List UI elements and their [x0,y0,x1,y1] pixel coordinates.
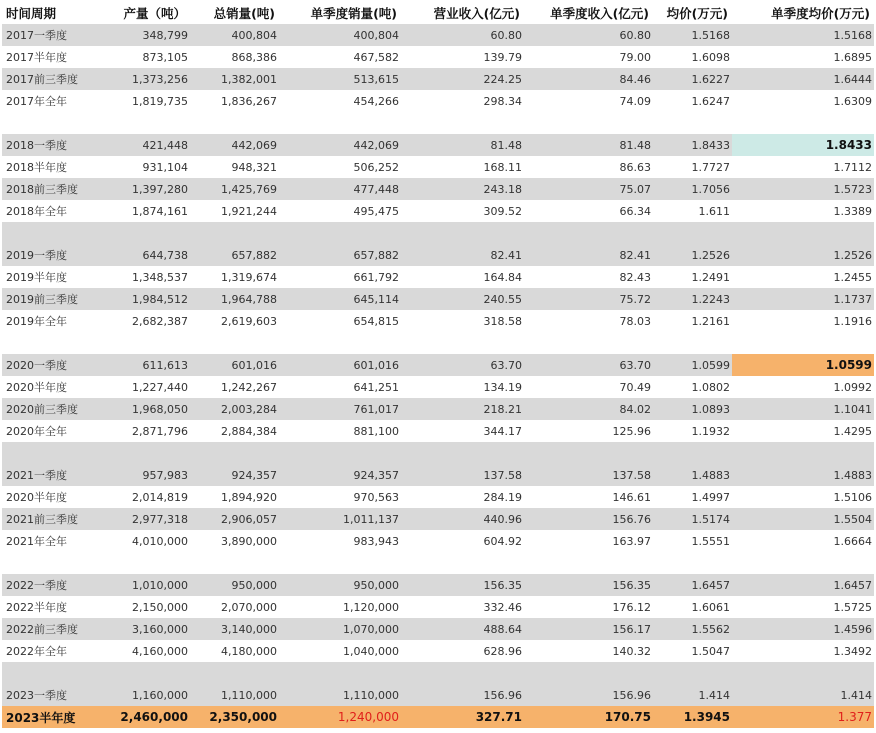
empty-cell[interactable] [732,662,874,684]
table-cell[interactable]: 156.96 [401,684,524,706]
row-label-cell[interactable]: 2019一季度 [2,244,102,266]
table-row [2,420,874,442]
empty-cell[interactable] [732,332,874,354]
empty-cell[interactable] [653,222,732,244]
table-cell[interactable]: 344.17 [401,420,524,442]
table-cell[interactable]: 1.2243 [653,288,732,310]
table-row [2,178,874,200]
row-label-cell[interactable]: 2021年全年 [2,530,102,552]
table-row [2,618,874,640]
table-cell[interactable]: 1.5562 [653,618,732,640]
table-cell[interactable]: 2,884,384 [190,420,279,442]
table-row [2,376,874,398]
empty-cell[interactable] [732,222,874,244]
table-cell[interactable]: 948,321 [190,156,279,178]
table-cell[interactable]: 332.46 [401,596,524,618]
row-label-cell[interactable]: 2020半年度 [2,486,102,508]
table-cell[interactable]: 84.46 [524,68,653,90]
table-cell[interactable]: 868,386 [190,46,279,68]
empty-cell[interactable] [653,442,732,464]
spacer-row [2,222,874,244]
table-cell[interactable]: 1.2526 [732,244,874,266]
table-cell[interactable]: 661,792 [279,266,401,288]
table-cell[interactable]: 156.35 [524,574,653,596]
empty-cell[interactable] [524,112,653,134]
table-cell[interactable]: 60.80 [401,24,524,46]
table-cell[interactable]: 1,011,137 [279,508,401,530]
table-cell[interactable]: 924,357 [190,464,279,486]
empty-cell[interactable] [279,112,401,134]
empty-cell[interactable] [401,662,524,684]
spacer-row [2,442,874,464]
table-cell[interactable]: 657,882 [279,244,401,266]
empty-cell[interactable] [653,112,732,134]
table-cell[interactable]: 1,874,161 [102,200,190,222]
row-label-cell[interactable]: 2022一季度 [2,574,102,596]
table-cell[interactable]: 82.43 [524,266,653,288]
table-cell[interactable]: 1.5725 [732,596,874,618]
row-label-cell[interactable]: 2017年全年 [2,90,102,112]
row-label-cell[interactable]: 2021前三季度 [2,508,102,530]
header-cell-quarter-sales[interactable]: 单季度销量(吨) [310,6,397,21]
table-cell[interactable]: 1,160,000 [102,684,190,706]
empty-cell[interactable] [190,662,279,684]
table-row [2,90,874,112]
header-cell-quarter-revenue[interactable]: 单季度收入(亿元) [550,6,649,21]
table-cell[interactable]: 2,460,000 [102,706,190,728]
table-cell[interactable]: 873,105 [102,46,190,68]
table-row [2,68,874,90]
table-cell[interactable]: 1,836,267 [190,90,279,112]
table-cell[interactable]: 79.00 [524,46,653,68]
empty-cell[interactable] [190,552,279,574]
table-cell[interactable]: 1.6247 [653,90,732,112]
table-cell[interactable]: 1.6444 [732,68,874,90]
empty-cell[interactable] [524,222,653,244]
table-row [2,24,874,46]
table-cell[interactable]: 1.414 [653,684,732,706]
row-label-cell[interactable]: 2018年全年 [2,200,102,222]
table-cell[interactable]: 488.64 [401,618,524,640]
table-cell[interactable]: 318.58 [401,310,524,332]
empty-cell[interactable] [279,552,401,574]
table-cell[interactable]: 75.07 [524,178,653,200]
table-row [2,574,874,596]
empty-cell[interactable] [401,112,524,134]
empty-cell[interactable] [190,222,279,244]
table-cell[interactable]: 78.03 [524,310,653,332]
table-cell[interactable]: 1.4883 [653,464,732,486]
table-row [2,706,874,728]
table-row [2,596,874,618]
table-cell[interactable]: 1,968,050 [102,398,190,420]
row-label-cell[interactable]: 2023半年度 [2,706,102,728]
table-cell[interactable]: 2,070,000 [190,596,279,618]
table-row [2,266,874,288]
row-label-cell[interactable]: 2023一季度 [2,684,102,706]
table-cell[interactable]: 1.377 [732,706,874,728]
table-cell[interactable]: 950,000 [279,574,401,596]
table-row [2,640,874,662]
table-cell[interactable]: 146.61 [524,486,653,508]
row-label-cell[interactable]: 2022半年度 [2,596,102,618]
table-cell[interactable]: 240.55 [401,288,524,310]
row-label-cell[interactable]: 2020半年度 [2,376,102,398]
table-cell[interactable]: 1.5174 [653,508,732,530]
table-cell[interactable]: 1.8433 [732,134,874,156]
table-cell[interactable]: 86.63 [524,156,653,178]
table-cell[interactable]: 957,983 [102,464,190,486]
table-cell[interactable]: 924,357 [279,464,401,486]
table-row [2,464,874,486]
table-cell[interactable]: 4,160,000 [102,640,190,662]
table-row [2,200,874,222]
empty-cell[interactable] [190,442,279,464]
table-cell[interactable]: 74.09 [524,90,653,112]
table-cell[interactable]: 3,890,000 [190,530,279,552]
table-cell[interactable]: 1.2491 [653,266,732,288]
table-cell[interactable]: 1.5168 [732,24,874,46]
table-cell[interactable]: 66.34 [524,200,653,222]
table-cell[interactable]: 1.0599 [653,354,732,376]
table-cell[interactable]: 309.52 [401,200,524,222]
table-cell[interactable]: 348,799 [102,24,190,46]
empty-cell[interactable] [102,222,190,244]
row-label-cell[interactable]: 2021一季度 [2,464,102,486]
table-cell[interactable]: 1,242,267 [190,376,279,398]
empty-cell[interactable] [279,222,401,244]
table-cell[interactable]: 454,266 [279,90,401,112]
table-cell[interactable]: 1.8433 [653,134,732,156]
table-cell[interactable]: 1,373,256 [102,68,190,90]
table-cell[interactable]: 63.70 [524,354,653,376]
empty-cell[interactable] [279,442,401,464]
table-cell[interactable]: 1,240,000 [279,706,401,728]
table-row [2,310,874,332]
empty-cell[interactable] [2,222,102,244]
table-row [2,398,874,420]
table-cell[interactable]: 1.2455 [732,266,874,288]
table-cell[interactable]: 601,016 [279,354,401,376]
table-cell[interactable]: 1,819,735 [102,90,190,112]
spacer-row [2,662,874,684]
empty-cell[interactable] [102,112,190,134]
table-cell[interactable]: 139.79 [401,46,524,68]
header-cell-avg-price[interactable]: 均价(万元) [666,6,728,21]
table-cell[interactable]: 1.4883 [732,464,874,486]
header-row [2,2,874,24]
empty-cell[interactable] [732,442,874,464]
empty-cell[interactable] [732,112,874,134]
table-cell[interactable]: 1,984,512 [102,288,190,310]
empty-cell[interactable] [279,662,401,684]
empty-cell[interactable] [2,442,102,464]
empty-cell[interactable] [653,662,732,684]
empty-cell[interactable] [653,332,732,354]
table-cell[interactable]: 1.6227 [653,68,732,90]
table-cell[interactable]: 1.6895 [732,46,874,68]
table-cell[interactable]: 1.2526 [653,244,732,266]
empty-cell[interactable] [2,112,102,134]
table-cell[interactable]: 2,003,284 [190,398,279,420]
table-cell[interactable]: 1,110,000 [279,684,401,706]
table-cell[interactable]: 1,964,788 [190,288,279,310]
table-cell[interactable]: 1,348,537 [102,266,190,288]
table-cell[interactable]: 2,014,819 [102,486,190,508]
table-cell[interactable]: 84.02 [524,398,653,420]
empty-cell[interactable] [401,332,524,354]
table-cell[interactable]: 176.12 [524,596,653,618]
table-cell[interactable]: 1.6309 [732,90,874,112]
table-cell[interactable]: 601,016 [190,354,279,376]
table-cell[interactable]: 1.2161 [653,310,732,332]
table-cell[interactable]: 156.96 [524,684,653,706]
table-cell[interactable]: 983,943 [279,530,401,552]
table-cell[interactable]: 218.21 [401,398,524,420]
table-cell[interactable]: 164.84 [401,266,524,288]
table-cell[interactable]: 421,448 [102,134,190,156]
table-cell[interactable]: 2,871,796 [102,420,190,442]
table-cell[interactable]: 163.97 [524,530,653,552]
table-row [2,244,874,266]
table-cell[interactable]: 1.5106 [732,486,874,508]
table-cell[interactable]: 2,977,318 [102,508,190,530]
table-cell[interactable]: 1.6061 [653,596,732,618]
table-row [2,156,874,178]
table-cell[interactable]: 1,010,000 [102,574,190,596]
table-cell[interactable]: 125.96 [524,420,653,442]
table-cell[interactable]: 1.1737 [732,288,874,310]
table-cell[interactable]: 657,882 [190,244,279,266]
spacer-row [2,112,874,134]
table-cell[interactable]: 1.4295 [732,420,874,442]
empty-cell[interactable] [102,552,190,574]
spacer-row [2,552,874,574]
table-cell[interactable]: 440.96 [401,508,524,530]
table-cell[interactable]: 4,010,000 [102,530,190,552]
table-cell[interactable]: 654,815 [279,310,401,332]
table-cell[interactable]: 1.7112 [732,156,874,178]
table-cell[interactable]: 1,894,920 [190,486,279,508]
spreadsheet [2,2,874,728]
table-cell[interactable]: 156.17 [524,618,653,640]
table-cell[interactable]: 970,563 [279,486,401,508]
table-cell[interactable]: 1.611 [653,200,732,222]
row-label-cell[interactable]: 2018前三季度 [2,178,102,200]
table-cell[interactable]: 1.414 [732,684,874,706]
table-cell[interactable]: 1.0893 [653,398,732,420]
empty-cell[interactable] [102,442,190,464]
empty-cell[interactable] [2,552,102,574]
empty-cell[interactable] [401,442,524,464]
table-cell[interactable]: 1.7727 [653,156,732,178]
header-cell-quarter-avg-price[interactable]: 单季度均价(万元) [771,6,870,21]
empty-cell[interactable] [524,552,653,574]
table-cell[interactable]: 224.25 [401,68,524,90]
table-row [2,134,874,156]
table-row [2,508,874,530]
table-cell[interactable]: 1.3389 [732,200,874,222]
table-cell[interactable]: 881,100 [279,420,401,442]
spacer-row [2,332,874,354]
table-row [2,530,874,552]
table-cell[interactable]: 1,227,440 [102,376,190,398]
table-cell[interactable]: 60.80 [524,24,653,46]
table-cell[interactable]: 1.1041 [732,398,874,420]
empty-cell[interactable] [401,552,524,574]
table-cell[interactable]: 506,252 [279,156,401,178]
table-cell[interactable]: 1,382,001 [190,68,279,90]
table-cell[interactable]: 513,615 [279,68,401,90]
table-cell[interactable]: 1,425,769 [190,178,279,200]
empty-cell[interactable] [401,222,524,244]
table-cell[interactable]: 1.4596 [732,618,874,640]
empty-cell[interactable] [653,552,732,574]
row-label-cell[interactable]: 2022前三季度 [2,618,102,640]
table-cell[interactable]: 137.58 [401,464,524,486]
header-cell-output[interactable]: 产量（吨） [123,6,186,21]
row-label-cell[interactable]: 2020年全年 [2,420,102,442]
row-label-cell[interactable]: 2017前三季度 [2,68,102,90]
table-cell[interactable]: 1.6457 [653,574,732,596]
table-row [2,354,874,376]
empty-cell[interactable] [732,552,874,574]
table-cell[interactable]: 1.0992 [732,376,874,398]
empty-cell[interactable] [102,662,190,684]
table-cell[interactable]: 1,040,000 [279,640,401,662]
table-cell[interactable]: 81.48 [401,134,524,156]
row-label-cell[interactable]: 2020一季度 [2,354,102,376]
table-cell[interactable]: 137.58 [524,464,653,486]
table-cell[interactable]: 63.70 [401,354,524,376]
table-cell[interactable]: 1.3492 [732,640,874,662]
table-cell[interactable]: 1.6457 [732,574,874,596]
table-cell[interactable]: 442,069 [279,134,401,156]
table-cell[interactable]: 950,000 [190,574,279,596]
empty-cell[interactable] [524,442,653,464]
table-cell[interactable]: 1.5047 [653,640,732,662]
empty-cell[interactable] [190,112,279,134]
row-label-cell[interactable]: 2022年全年 [2,640,102,662]
row-label-cell[interactable]: 2019半年度 [2,266,102,288]
table-cell[interactable]: 3,160,000 [102,618,190,640]
header-cell-period[interactable]: 时间周期 [6,6,57,21]
table-cell[interactable]: 1.5551 [653,530,732,552]
table-cell[interactable]: 477,448 [279,178,401,200]
row-label-cell[interactable]: 2019前三季度 [2,288,102,310]
table-cell[interactable]: 1.3945 [653,706,732,728]
empty-cell[interactable] [102,332,190,354]
row-label-cell[interactable]: 2017半年度 [2,46,102,68]
row-label-cell[interactable]: 2019年全年 [2,310,102,332]
data-table [2,2,874,728]
table-cell[interactable]: 2,619,603 [190,310,279,332]
empty-cell[interactable] [279,332,401,354]
table-row [2,684,874,706]
table-row [2,486,874,508]
table-cell[interactable]: 1.6664 [732,530,874,552]
table-cell[interactable]: 170.75 [524,706,653,728]
table-cell[interactable]: 1.0599 [732,354,874,376]
table-cell[interactable]: 140.32 [524,640,653,662]
table-cell[interactable]: 1,070,000 [279,618,401,640]
table-cell[interactable]: 1,319,674 [190,266,279,288]
table-cell[interactable]: 645,114 [279,288,401,310]
table-cell[interactable]: 284.19 [401,486,524,508]
table-cell[interactable]: 2,150,000 [102,596,190,618]
table-cell[interactable]: 3,140,000 [190,618,279,640]
table-cell[interactable]: 931,104 [102,156,190,178]
table-cell[interactable]: 1.5723 [732,178,874,200]
table-cell[interactable]: 243.18 [401,178,524,200]
table-cell[interactable]: 467,582 [279,46,401,68]
table-cell[interactable]: 82.41 [524,244,653,266]
header-cell-revenue[interactable]: 营业收入(亿元) [433,6,520,21]
table-cell[interactable]: 1.1916 [732,310,874,332]
table-cell[interactable]: 75.72 [524,288,653,310]
table-cell[interactable]: 1,921,244 [190,200,279,222]
table-cell[interactable]: 134.19 [401,376,524,398]
table-cell[interactable]: 604.92 [401,530,524,552]
table-cell[interactable]: 611,613 [102,354,190,376]
table-cell[interactable]: 442,069 [190,134,279,156]
table-cell[interactable]: 1.0802 [653,376,732,398]
table-cell[interactable]: 400,804 [190,24,279,46]
table-cell[interactable]: 70.49 [524,376,653,398]
table-cell[interactable]: 2,350,000 [190,706,279,728]
table-cell[interactable]: 1.4997 [653,486,732,508]
table-cell[interactable]: 1.6098 [653,46,732,68]
table-cell[interactable]: 495,475 [279,200,401,222]
table-cell[interactable]: 2,682,387 [102,310,190,332]
empty-cell[interactable] [2,332,102,354]
header-cell-total-sales[interactable]: 总销量(吨) [213,6,275,21]
table-cell[interactable]: 168.11 [401,156,524,178]
table-cell[interactable]: 1.5504 [732,508,874,530]
table-cell[interactable]: 1,397,280 [102,178,190,200]
table-row [2,288,874,310]
empty-cell[interactable] [190,332,279,354]
table-row [2,46,874,68]
table-cell[interactable]: 1.1932 [653,420,732,442]
row-label-cell[interactable]: 2018一季度 [2,134,102,156]
table-cell[interactable]: 628.96 [401,640,524,662]
table-cell[interactable]: 641,251 [279,376,401,398]
table-cell[interactable]: 1.5168 [653,24,732,46]
table-cell[interactable]: 644,738 [102,244,190,266]
table-cell[interactable]: 156.35 [401,574,524,596]
table-cell[interactable]: 761,017 [279,398,401,420]
row-label-cell[interactable]: 2017一季度 [2,24,102,46]
row-label-cell[interactable]: 2020前三季度 [2,398,102,420]
table-cell[interactable]: 1,120,000 [279,596,401,618]
table-cell[interactable]: 82.41 [401,244,524,266]
table-cell[interactable]: 400,804 [279,24,401,46]
table-cell[interactable]: 1,110,000 [190,684,279,706]
table-cell[interactable]: 327.71 [401,706,524,728]
row-label-cell[interactable]: 2018半年度 [2,156,102,178]
table-cell[interactable]: 81.48 [524,134,653,156]
table-cell[interactable]: 1.7056 [653,178,732,200]
empty-cell[interactable] [524,662,653,684]
empty-cell[interactable] [524,332,653,354]
table-cell[interactable]: 156.76 [524,508,653,530]
table-cell[interactable]: 4,180,000 [190,640,279,662]
table-cell[interactable]: 298.34 [401,90,524,112]
table-cell[interactable]: 2,906,057 [190,508,279,530]
empty-cell[interactable] [2,662,102,684]
